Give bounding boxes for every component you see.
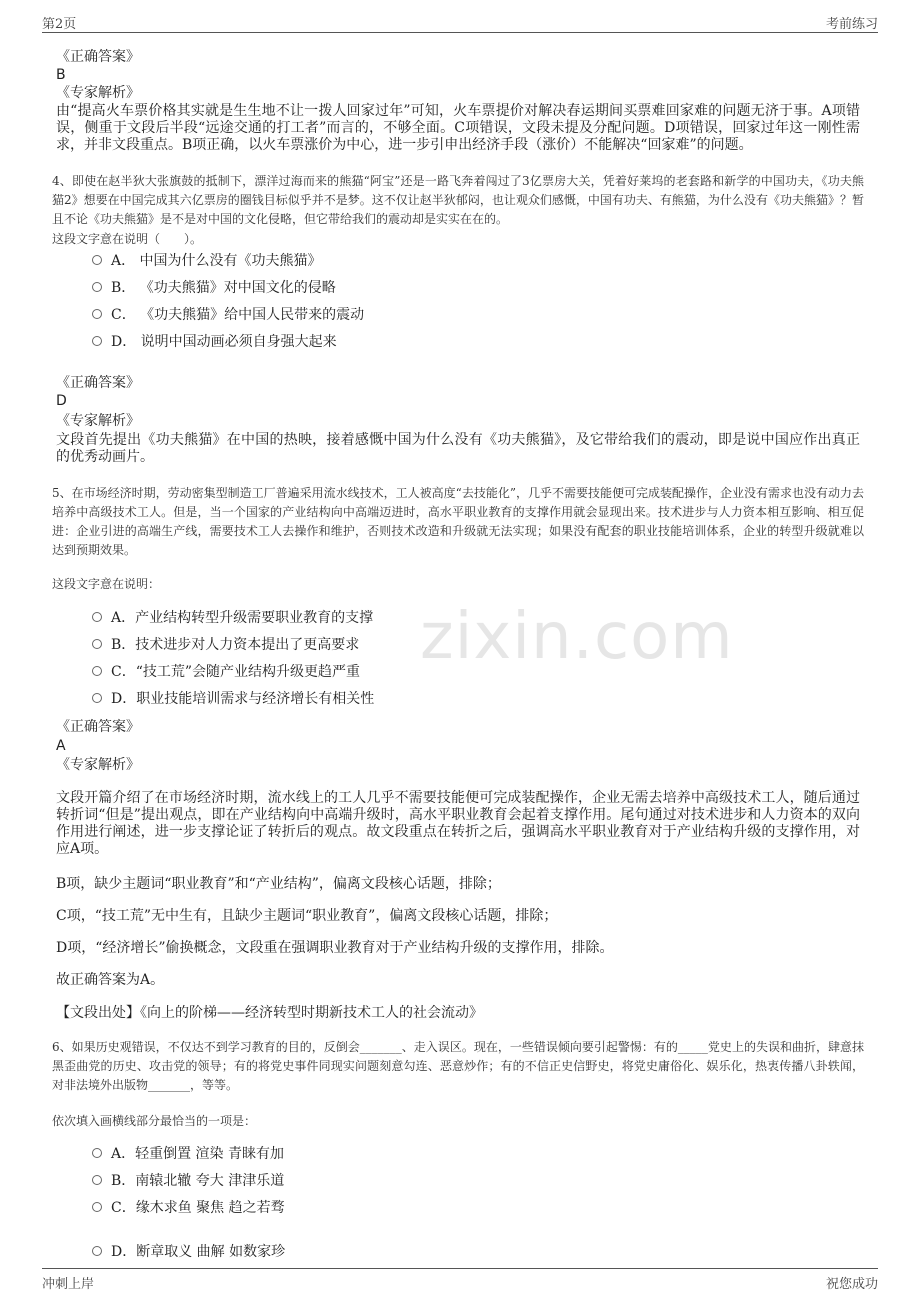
page-header — [42, 10, 878, 33]
analysis-text: 故正确答案为A。 — [56, 972, 165, 988]
question-5-option-d[interactable]: D．职业技能培训需求与经济增长有相关性 — [92, 689, 374, 709]
answer-value: D — [56, 393, 67, 409]
analysis-text: 由“提高火车票价格其实就是生生地不让一拨人回家过年”可知，火车票提价对解决春运期间买票难回家难的问题无济于事。A项错误，侧重于文段后半段“远途交通的打工者”而言的，不够全面。C项错误，文段未提及分配问题。D项错误，回家过年这一刚性需求，并非文段重点。B项正确，以火车票涨价为中心，进一步引申出经济手段（涨价）不能解决“回家难”的问题。 — [56, 103, 860, 153]
question-6-option-c[interactable]: C．缘木求鱼 聚焦 趋之若骛 — [92, 1198, 285, 1218]
radio-icon[interactable] — [92, 282, 102, 292]
radio-icon[interactable] — [92, 666, 102, 676]
footer-right: 祝您成功 — [825, 1277, 878, 1292]
answer-label: 《正确答案》 — [56, 719, 140, 735]
analysis-label: 《专家解析》 — [56, 413, 140, 429]
question-6-option-a[interactable]: A．轻重倒置 渲染 青睐有加 — [92, 1144, 284, 1164]
analysis-text: D项，“经济增长”偷换概念，文段重在强调职业教育对于产业结构升级的支撑作用，排除。 — [56, 940, 614, 956]
analysis-text: B项，缺少主题词“职业教育”和“产业结构”，偏离文段核心话题，排除； — [56, 876, 501, 892]
radio-icon[interactable] — [92, 309, 102, 319]
question-5-option-a[interactable]: A．产业结构转型升级需要职业教育的支撑 — [92, 608, 373, 628]
footer-left: 冲刺上岸 — [42, 1277, 95, 1292]
source-citation: 【文段出处】《向上的阶梯——经济转型时期新技术工人的社会流动》 — [56, 1005, 483, 1021]
analysis-label: 《专家解析》 — [56, 85, 140, 101]
question-4-option-d[interactable]: D． 说明中国动画必须自身强大起来 — [92, 332, 337, 352]
radio-icon[interactable] — [92, 639, 102, 649]
analysis-text: C项，“技工荒”无中生有，且缺少主题词“职业教育”，偏离文段核心话题，排除； — [56, 908, 558, 924]
answer-value: A — [56, 738, 66, 754]
question-5-prompt: 这段文字意在说明： — [52, 577, 161, 591]
radio-icon[interactable] — [92, 1148, 102, 1158]
question-5-option-c[interactable]: C．“技工荒”会随产业结构升级更趋严重 — [92, 662, 360, 682]
analysis-text: 文段首先提出《功夫熊猫》在中国的热映，接着感慨中国为什么没有《功夫熊猫》，及它带给我们的震动，即是说中国应作出真正的优秀动画片。 — [56, 432, 860, 465]
question-6-text: 6、如果历史观错误，不仅达不到学习教育的目的，反倒会_______、走入误区。现在，一些错误倾向要引起警惕：有的_____党史上的失误和曲折，肆意抹黑歪曲党的历史、攻击党的领导；有的将党史事件同现实问题刻意勾连、恶意炒作；有的不信正史信野史，将党史庸俗化、娱乐化，热衷传播八卦轶闻，对非法境外出版物_______，等等。 — [52, 1040, 864, 1092]
radio-icon[interactable] — [92, 1202, 102, 1212]
analysis-label: 《专家解析》 — [56, 757, 140, 773]
radio-icon[interactable] — [92, 612, 102, 622]
question-4-text: 4、即使在赵半狄大张旗鼓的抵制下，漂洋过海而来的熊猫“阿宝”还是一路飞奔着闯过了3亿票房大关，凭着好莱坞的老套路和新学的中国功夫，《功夫熊猫2》想要在中国完成其六亿票房的圈钱目标似乎并不是梦。这不仅让赵半狄郁闷，也让观众们感慨，中国有功夫、有熊猫，为什么没有《功夫熊猫》？暂且不论《功夫熊猫》是不是对中国的文化侵略，但它带给我们的震动却是实实在在的。 — [52, 174, 864, 226]
question-6-option-b[interactable]: B．南辕北辙 夸大 津津乐道 — [92, 1171, 284, 1191]
question-6-option-d[interactable]: D．断章取义 曲解 如数家珍 — [92, 1242, 285, 1262]
answer-label: 《正确答案》 — [56, 49, 140, 65]
radio-icon[interactable] — [92, 1246, 102, 1256]
header-title: 考前练习 — [825, 17, 878, 32]
watermark: zixin.com — [420, 600, 734, 674]
question-5-text: 5、在市场经济时期，劳动密集型制造工厂普遍采用流水线技术，工人被高度“去技能化”，几乎不需要技能便可完成装配操作，企业没有需求也没有动力去培养中高级技术工人。但是，当一个国家的产业结构向中高端迈进时，高水平职业教育的支撑作用就会显现出来。技术进步与人力资本相互影响、相互促进：企业引进的高端生产线，需要技术工人去操作和维护，否则技术改造和升级就无法实现；如果没有配套的职业技能培训体系，企业的转型升级就难以达到预期效果。 — [52, 486, 864, 557]
answer-label: 《正确答案》 — [56, 375, 140, 391]
question-4-option-c[interactable]: C． 《功夫熊猫》给中国人民带来的震动 — [92, 305, 364, 325]
page-number: 第2页 — [42, 17, 77, 32]
radio-icon[interactable] — [92, 693, 102, 703]
question-4-prompt: 这段文字意在说明（ ）。 — [52, 232, 203, 246]
analysis-text: 文段开篇介绍了在市场经济时期，流水线上的工人几乎不需要技能便可完成装配操作，企业无需去培养中高级技术工人，随后通过转折词“但是”提出观点，即在产业结构向中高端升级时，高水平职业教育会起着支撑作用。尾句通过对技术进步和人力资本的双向作用进行阐述，进一步支撑论证了转折后的观点。故文段重点在转折之后，强调高水平职业教育对于产业结构升级的支撑作用，对应A项。 — [56, 790, 860, 857]
page-footer — [42, 1268, 878, 1291]
radio-icon[interactable] — [92, 255, 102, 265]
radio-icon[interactable] — [92, 1175, 102, 1185]
question-4-option-b[interactable]: B． 《功夫熊猫》对中国文化的侵略 — [92, 278, 336, 298]
question-5-option-b[interactable]: B．技术进步对人力资本提出了更高要求 — [92, 635, 359, 655]
radio-icon[interactable] — [92, 336, 102, 346]
question-4-option-a[interactable]: A． 中国为什么没有《功夫熊猫》 — [92, 251, 322, 271]
question-6-prompt: 依次填入画横线部分最恰当的一项是： — [52, 1114, 257, 1128]
answer-value: B — [56, 67, 66, 83]
